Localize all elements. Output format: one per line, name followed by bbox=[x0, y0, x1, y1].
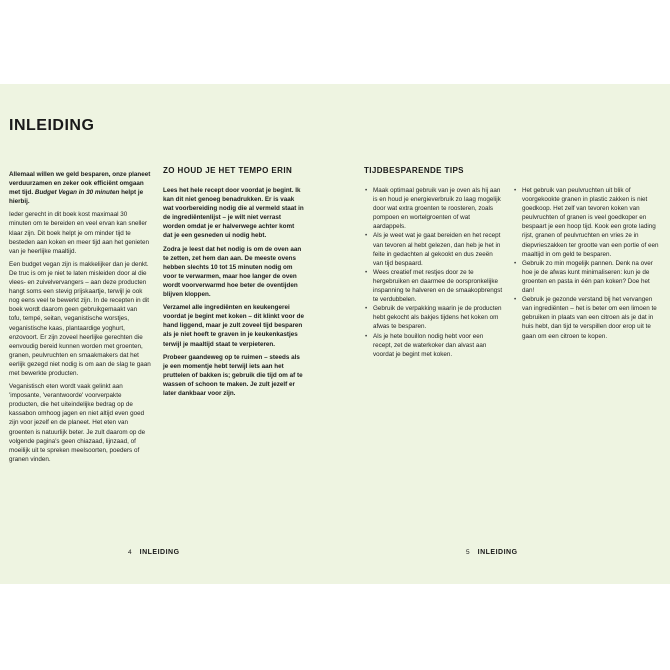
list-item: • Gebruik zo min mogelijk pannen. Denk na over hoe je de afwas kunt minimaliseren: kun je de groenten en pasta in één pan koken? Doe het dan! bbox=[522, 259, 659, 295]
column-intro bbox=[9, 170, 151, 468]
section-heading-tips: TIJDBESPARENDE TIPS bbox=[364, 166, 464, 175]
paragraph: Een budget vegan zijn is makkelijker dan je denkt. De truc is om je niet te laten misleiden door al die vlees- en zuivelvervangers – aan deze producten hangt soms een stevig prijskaartje, terwijl je ook nog eens veel te bewerkt zijn. In de recepten in dit boek wordt daarom geen gebruikgemaakt van tofu, tempé, seitan, veganistische worstjes, veganistische kaas, plantaardige yoghurt, enzovoort. Er zijn zoveel heerlijke gerechten die eenvoudig bereid kunnen worden met groenten, granen, peulvruchten en smaakmakers dat het eerlijk gezegd niet nodig is om aan de slag te gaan met bewerkte producten. bbox=[9, 260, 151, 377]
column-tempo bbox=[163, 186, 305, 402]
footer-right bbox=[466, 549, 518, 556]
paragraph: Probeer gaandeweg op te ruimen – steeds als je een momentje hebt terwijl iets aan het pruttelen of bakken is; gebruik die tijd om af te wassen of schoon te maken. Je zult jezelf er later dankbaar voor zijn. bbox=[163, 353, 303, 397]
list-item: • Als je weet wat je gaat bereiden en het recept van tevoren al hebt gelezen, dan heb je het in feite in gedachten al gekookt en dus zeeën van tijd bespaard. bbox=[373, 231, 504, 267]
intro-text-1: Allemaal willen we geld besparen, onze planeet verduurzamen en zeker ook efficiënt omgaan met tijd. bbox=[9, 171, 151, 197]
section-heading-tempo: ZO HOUD JE HET TEMPO ERIN bbox=[163, 166, 293, 175]
paragraph: Verzamel alle ingrediënten en keukengerei voordat je begint met koken – dit klinkt voor de hand liggend, maar je zult zoveel tijd besparen als je niet hoeft te graven in je keukenkastjes terwijl je maaltijd staat te verpieteren. bbox=[163, 304, 305, 348]
column-tips-left bbox=[364, 186, 504, 359]
book-title-italic: Budget Vegan in 30 minuten bbox=[34, 189, 120, 197]
paragraph: Ieder gerecht in dit boek kost maximaal 30 minuten om te bereiden en veel ervan kan sneller klaar zijn. Dit boek helpt je om minder tijd te besteden aan koken en meer tijd aan het genieten van je heerlijke maaltijd. bbox=[9, 211, 150, 255]
paragraph: Lees het hele recept door voordat je begint. Ik kan dit niet genoeg benadrukken. Er is vaak wat voorbereiding nodig die al vermeld staat in de ingrediëntenlijst – je wilt niet verrast worden omdat je er halverwege achter komt dat je een gesneden ui nodig hebt. bbox=[163, 187, 304, 240]
column-tips-right bbox=[513, 186, 659, 341]
footer-left bbox=[128, 549, 180, 556]
list-item: • Als je hete bouillon nodig hebt voor een recept, zet de waterkoker dan alvast aan voordat je begint met koken. bbox=[373, 332, 504, 359]
paragraph: Veganistisch eten wordt vaak gelinkt aan 'imposante, 'verantwoorde' voorverpakte producten, die het uiteindelijke bedrag op de kassabon omhoog jagen en niet altijd even goed zijn voor jezelf en de planeet. Het eten van groenten is natuurlijk beter. Je zult daarom op de volgende pagina's geen chiazaad, lijnzaad, of moeilijk uit te spreken meelsoorten, poeders of granen vinden. bbox=[9, 383, 146, 463]
footer-label: INLEIDING bbox=[477, 549, 518, 556]
list-item: • Gebruik de verpakking waarin je de producten hebt gekocht als bakjes tijdens het koken om afwas te besparen. bbox=[373, 304, 504, 331]
list-item: • Het gebruik van peulvruchten uit blik of voorgekookte granen in plastic zakken is niet goedkoop. Het zelf van tevoren koken van peulvruchten of granen is veel goedkoper en bespaart je een hoop tijd. Kook een grote lading rijst, granen of peulvruchten en vries ze in diepvrieszakken ter grootte van een portie of een maaltijd in om geld te besparen. bbox=[522, 186, 659, 259]
list-item: • Maak optimaal gebruik van je oven als hij aan is en houd je energieverbruik zo laag mogelijk door wat extra groenten te roosteren, zoals pompoen en wortelgroenten of wat aardappels. bbox=[373, 186, 504, 231]
book-spread bbox=[0, 84, 670, 584]
list-item: • Wees creatief met restjes door ze te hergebruiken en daarmee de oorspronkelijke inspanning te halveren en de smaakopbrengst te verdubbelen. bbox=[373, 268, 504, 304]
page-number: 5 bbox=[466, 549, 470, 556]
tips-list bbox=[364, 186, 504, 359]
intro-text-2: helpt je hierbij. bbox=[9, 189, 144, 206]
intro-paragraph bbox=[9, 170, 151, 206]
page-title: INLEIDING bbox=[9, 117, 95, 134]
page-number: 4 bbox=[128, 549, 132, 556]
footer-label: INLEIDING bbox=[139, 549, 180, 556]
paragraph: Zodra je leest dat het nodig is om de oven aan te zetten, zet hem dan aan. De meeste ovens hebben slechts 10 tot 15 minuten nodig om voor te verwarmen, maar hoe langer de oven wordt voorverwarmd hoe beter de oventijden blijven kloppen. bbox=[163, 245, 302, 299]
list-item: • Gebruik je gezonde verstand bij het vervangen van ingrediënten – het is beter om een limoen te gebruiken in plaats van een citroen als je dat in huis hebt, dan tijd te verspillen door erop uit te gaan om een citroen te kopen. bbox=[522, 295, 659, 340]
tips-list bbox=[513, 186, 659, 341]
